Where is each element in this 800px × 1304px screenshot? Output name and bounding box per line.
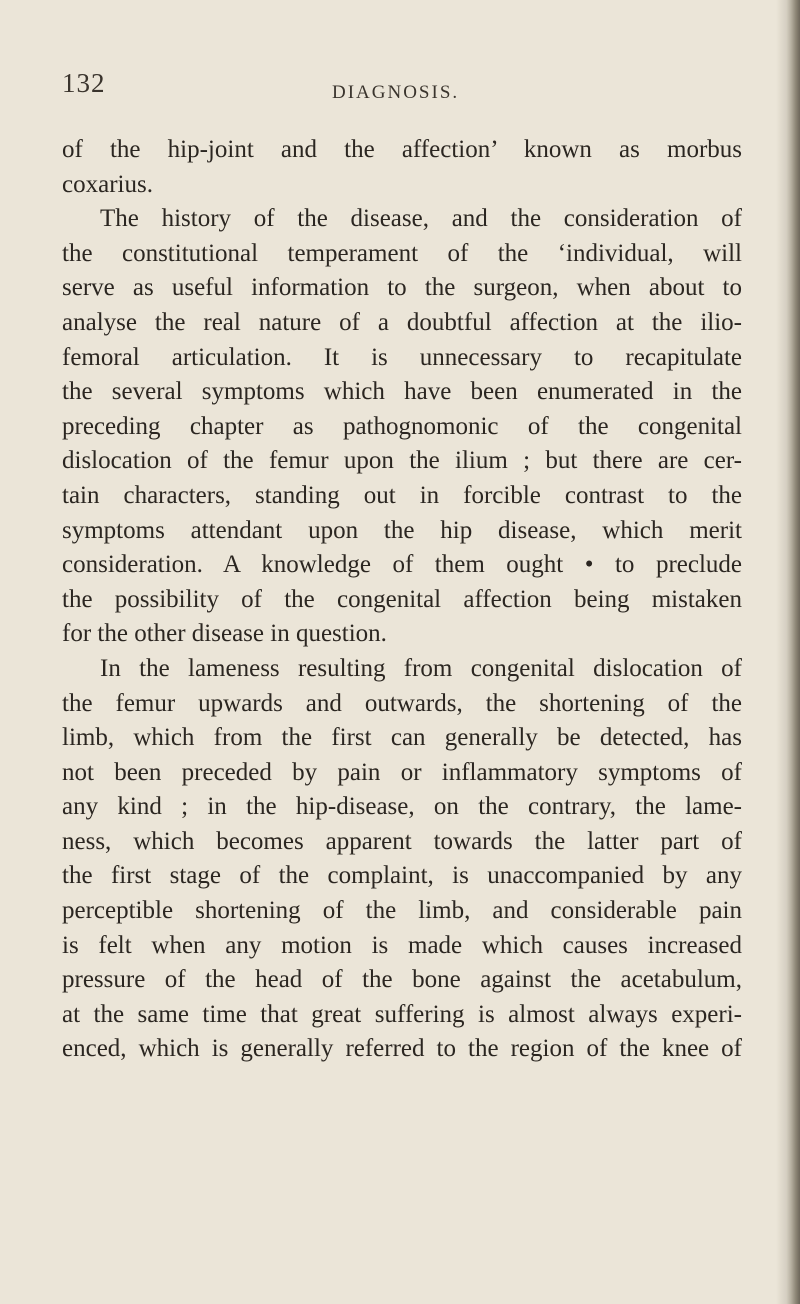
text-line: serve as useful information to the surgeon, when about to bbox=[62, 274, 742, 302]
text-line: perceptible shortening of the limb, and considerable pain bbox=[62, 897, 742, 925]
text-line: preceding chapter as pathognomonic of the congenital bbox=[62, 412, 742, 440]
text-line: ness, which becomes apparent towards the latter part of bbox=[62, 827, 742, 855]
text-line: femoral articulation. It is unnecessary to recapitulate bbox=[62, 343, 742, 371]
text-line: pressure of the head of the bone against the acetabulum, bbox=[62, 966, 742, 994]
text-line: for the other disease in question. bbox=[62, 620, 387, 648]
text-line: of the hip-joint and the affection’ known as morbus bbox=[62, 136, 742, 163]
text-line: the several symptoms which have been enumerated in the bbox=[62, 378, 742, 406]
text-line: the femur upwards and outwards, the shortening of the bbox=[62, 689, 742, 717]
text-line: consideration. A knowledge of them ought • to preclude bbox=[62, 551, 742, 579]
page-number: 132 bbox=[62, 68, 106, 98]
text-line: analyse the real nature of a doubtful affection at the ilio- bbox=[62, 308, 742, 336]
text-line: coxarius. bbox=[62, 170, 153, 198]
text-line: the first stage of the complaint, is unaccompanied by any bbox=[62, 862, 742, 890]
text-line: tain characters, standing out in forcible contrast to the bbox=[62, 481, 742, 509]
text-line: the possibility of the congenital affection being mistaken bbox=[62, 585, 742, 613]
page-binding-edge bbox=[786, 0, 800, 1304]
body-text bbox=[62, 133, 742, 1067]
text-line: not been preceded by pain or inflammatory symptoms of bbox=[62, 758, 742, 786]
text-line: In the lameness resulting from congenital dislocation of bbox=[100, 654, 742, 682]
text-line: the constitutional temperament of the ‘individual, will bbox=[62, 239, 742, 267]
text-line: at the same time that great suffering is almost always experi- bbox=[62, 1000, 742, 1028]
text-line: is felt when any motion is made which causes increased bbox=[62, 931, 742, 959]
running-head: DIAGNOSIS. bbox=[332, 82, 460, 103]
binding-shadow bbox=[776, 0, 786, 1304]
text-line: The history of the disease, and the consideration of bbox=[100, 205, 742, 233]
text-line: symptoms attendant upon the hip disease, which merit bbox=[62, 516, 742, 544]
text-line: limb, which from the first can generally be detected, has bbox=[62, 724, 742, 752]
text-line: enced, which is generally referred to the region of the knee of bbox=[62, 1035, 742, 1063]
text-line: any kind ; in the hip-disease, on the contrary, the lame- bbox=[62, 793, 742, 821]
text-line: dislocation of the femur upon the ilium ; but there are cer- bbox=[62, 447, 742, 475]
